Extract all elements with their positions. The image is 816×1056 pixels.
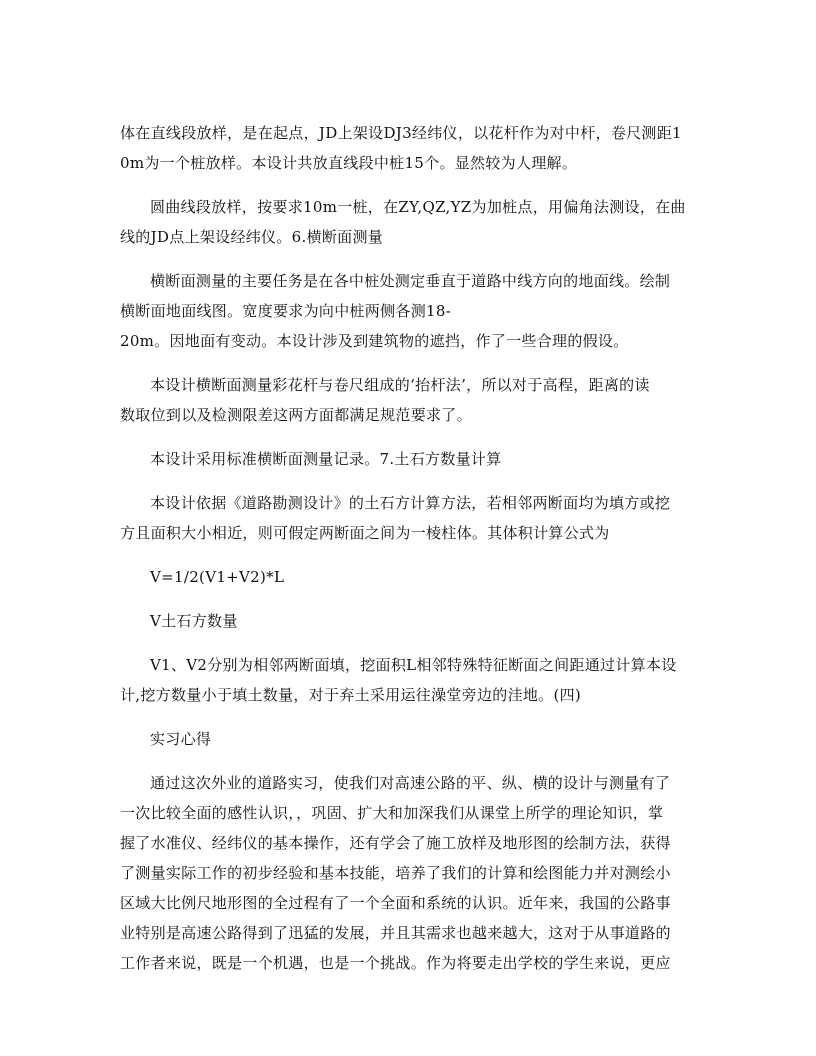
text-line: 横断面地面线图。宽度要求为向中桩两侧各测18- — [120, 302, 452, 320]
text-line: 本设计采用标准横断面测量记录。7.土石方数量计算 — [150, 450, 502, 468]
paragraph-cross-section-task — [120, 266, 700, 356]
text-line: 计,挖方数量小于填土数量，对于弃土采用运往澡堂旁边的洼地。(四) — [120, 686, 582, 704]
section-heading-internship-reflection — [120, 724, 700, 754]
text-line: 本设计依据《道路勘测设计》的土石方计算方法，若相邻两断面均为填方或挖 — [150, 494, 671, 512]
text-line: 线的JD点上架设经纬仪。6.横断面测量 — [120, 228, 384, 246]
text-line: 业特别是高速公路得到了迅猛的发展，并且其需求也越来越大，这对于从事道路的 — [120, 924, 671, 942]
paragraph-formula — [120, 562, 700, 592]
text-line: 了测量实际工作的初步经验和基本技能，培养了我们的计算和绘图能力并对测绘小 — [120, 864, 671, 882]
text-line: 一次比较全面的感性认识，，巩固、扩大和加深我们从课堂上所学的理论知识，掌 — [120, 804, 664, 822]
text-line: 20m。因地面有变动。本设计涉及到建筑物的遮挡，作了一些合理的假设。 — [120, 332, 629, 350]
text-line: 体在直线段放样，是在起点，JD上架设DJ3经纬仪，以花杆作为对中杆，卷尺测距1 — [120, 124, 682, 142]
text-line: V1、V2分别为相邻两断面填，挖面积L相邻特殊特征断面之间距通过计算本设 — [150, 656, 677, 674]
paragraph-earthwork-heading — [120, 444, 700, 474]
text-line: 工作者来说，既是一个机遇，也是一个挑战。作为将要走出学校的学生来说，更应 — [120, 954, 671, 972]
text-line: 实习心得 — [150, 730, 212, 748]
paragraph-cross-section-method — [120, 370, 700, 430]
text-line: 数取位到以及检测限差这两方面都满足规范要求了。 — [120, 406, 472, 424]
text-line: 0m为一个桩放样。本设计共放直线段中桩15个。显然较为人理解。 — [120, 154, 578, 172]
text-line: 横断面测量的主要任务是在各中桩处测定垂直于道路中线方向的地面线。绘制 — [150, 272, 671, 290]
formula-text: V=1/2(V1+V2)*L — [150, 568, 285, 586]
paragraph-earthwork-method — [120, 488, 700, 548]
text-line: 本设计横断面测量彩花杆与卷尺组成的‘抬杆法’，所以对于高程，距离的读 — [150, 376, 650, 394]
text-line: 圆曲线段放样，按要求10m一桩，在ZY,QZ,YZ为加桩点，用偏角法测设，在曲 — [150, 198, 686, 216]
text-line: V土石方数量 — [150, 612, 238, 630]
paragraph-formula-explanation — [120, 650, 700, 710]
paragraph-formula-v — [120, 606, 700, 636]
text-line: 通过这次外业的道路实习，使我们对高速公路的平、纵、横的设计与测量有了 — [150, 774, 671, 792]
paragraph-stakeout-curve — [120, 192, 700, 252]
text-line: 方且面积大小相近，则可假定两断面之间为一棱柱体。其体积计算公式为 — [120, 524, 610, 542]
text-line: 握了水准仪、经纬仪的基本操作，还有学会了施工放样及地形图的绘制方法，获得 — [120, 834, 671, 852]
paragraph-stakeout-straight — [120, 118, 700, 178]
document-body — [120, 118, 700, 992]
paragraph-internship-reflection — [120, 768, 700, 978]
text-line: 区域大比例尺地形图的全过程有了一个全面和系统的认识。近年来，我国的公路事 — [120, 894, 671, 912]
